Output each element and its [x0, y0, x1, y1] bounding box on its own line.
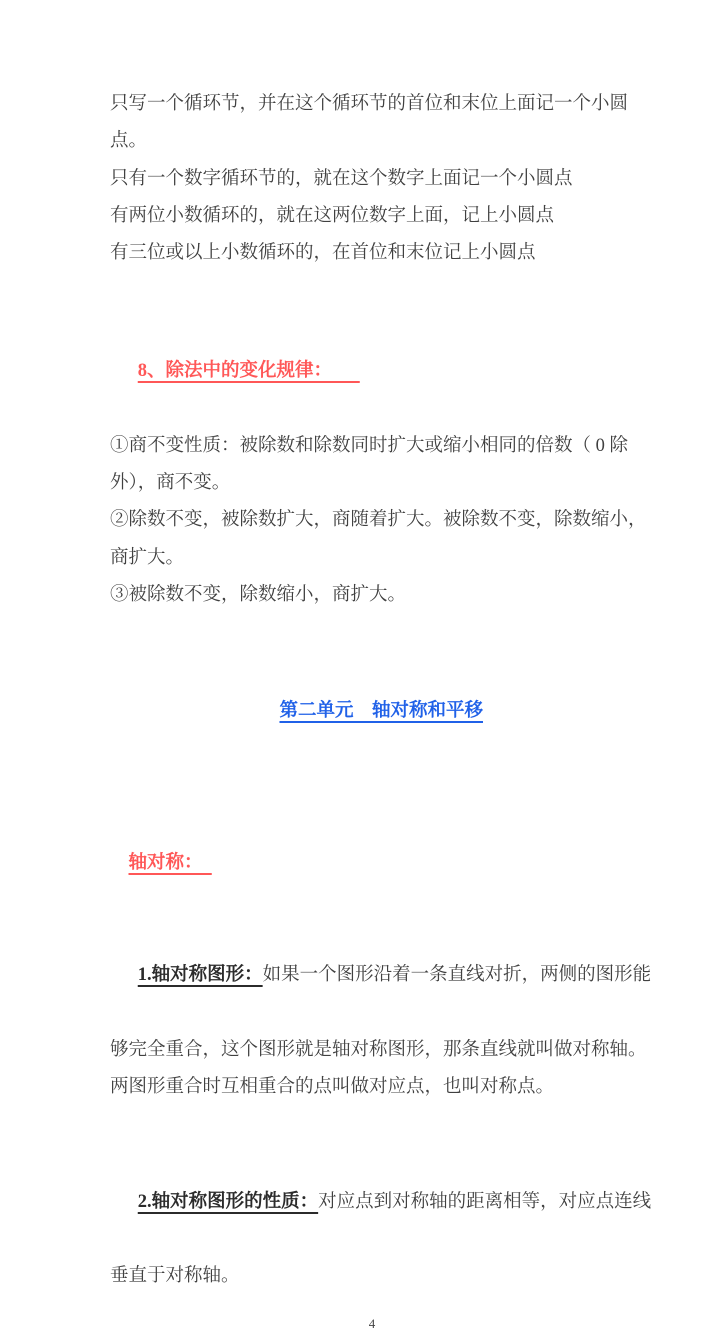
body-line: 点。 [110, 131, 148, 152]
body-line: 商扩大。 [110, 547, 185, 568]
body-line: 垂直于对称轴。 [110, 1266, 240, 1287]
subsection-heading [110, 808, 634, 920]
item-axial-symmetry-figure [110, 920, 652, 1107]
item-label: 1.轴对称图形： [137, 964, 263, 985]
page-number: 4 [368, 1315, 376, 1331]
unit-title-text: 第二单元 轴对称和平移 [279, 700, 483, 721]
body-line: 两图形重合时互相重合的点叫做对应点，也叫对称点。 [110, 1076, 555, 1097]
item-label: 2.轴对称图形的性质： [137, 1191, 319, 1212]
body-line: 有两位小数循环的，就在这两位数字上面，记上小圆点 [110, 206, 555, 227]
body-line [110, 1146, 652, 1258]
body-line: 够完全重合，这个图形就是轴对称图形，那条直线就叫做对称轴。 [110, 1039, 647, 1060]
body-line: 有三位或以上小数循环的，在首位和末位记上小圆点 [110, 243, 536, 264]
body-line: ③被除数不变，除数缩小，商扩大。 [110, 585, 407, 606]
body-line [110, 920, 652, 1032]
section-heading-text: 8、除法中的变化规律： [137, 361, 360, 382]
item-text: 对应点到对称轴的距离相等，对应点连线 [318, 1191, 652, 1212]
subsection-heading-text: 轴对称： [128, 852, 212, 873]
body-line: ①商不变性质：被除数和除数同时扩大或缩小相同的倍数（ 0 除 [110, 435, 629, 456]
unit-title [110, 655, 634, 767]
intro-paragraphs [110, 86, 634, 273]
body-line: 外），商不变。 [110, 473, 231, 494]
body-line: 只写一个循环节，并在这个循环节的首位和末位上面记一个小圆 [110, 94, 629, 114]
item-symmetry-properties [110, 1146, 652, 1295]
section-division-rules [110, 316, 647, 615]
item-text: 如果一个图形沿着一条直线对折，两侧的图形能 [262, 964, 652, 985]
body-line: 只有一个数字循环节的，就在这个数字上面记一个小圆点 [110, 168, 573, 189]
body-line: ②除数不变，被除数扩大，商随着扩大。被除数不变，除数缩小， [110, 510, 647, 531]
section-heading [110, 316, 634, 428]
